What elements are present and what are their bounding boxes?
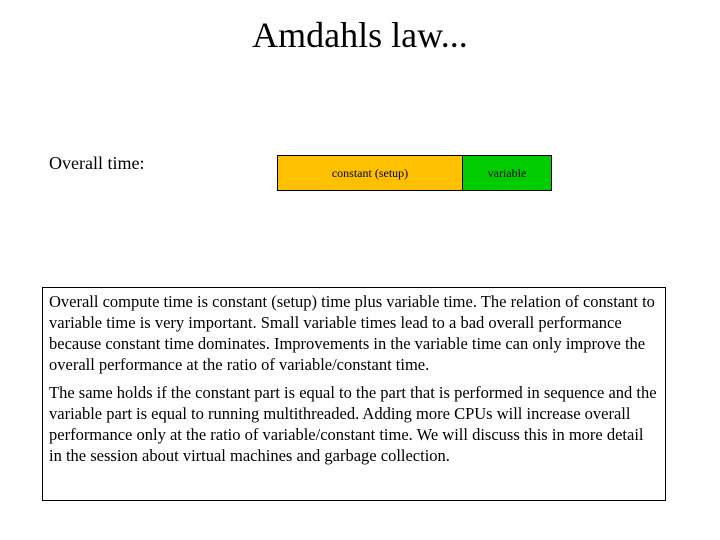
variable-segment: variable [463,155,552,191]
constant-setup-segment: constant (setup) [277,155,463,191]
overall-time-bar [277,155,552,191]
explanation-textbox [42,287,666,501]
explanation-paragraph-1: Overall compute time is constant (setup) time plus variable time. The relation of constant to variable time is very important. Small variable times lead to a bad overall performance because constant time dominates. Improvements in the variable time can only improve the overall performance at the ratio of variable/constant time. [49,292,655,374]
overall-time-label: Overall time: [49,153,145,173]
explanation-paragraph-2: The same holds if the constant part is equal to the part that is performed in sequence and the variable part is equal to running multithreaded. Adding more CPUs will increase overall performance only at the ratio of variable/constant time. We will discuss this in more detail in the session about virtual machines and garbage collection. [49,383,657,465]
slide-title: Amdahls law... [252,15,468,55]
